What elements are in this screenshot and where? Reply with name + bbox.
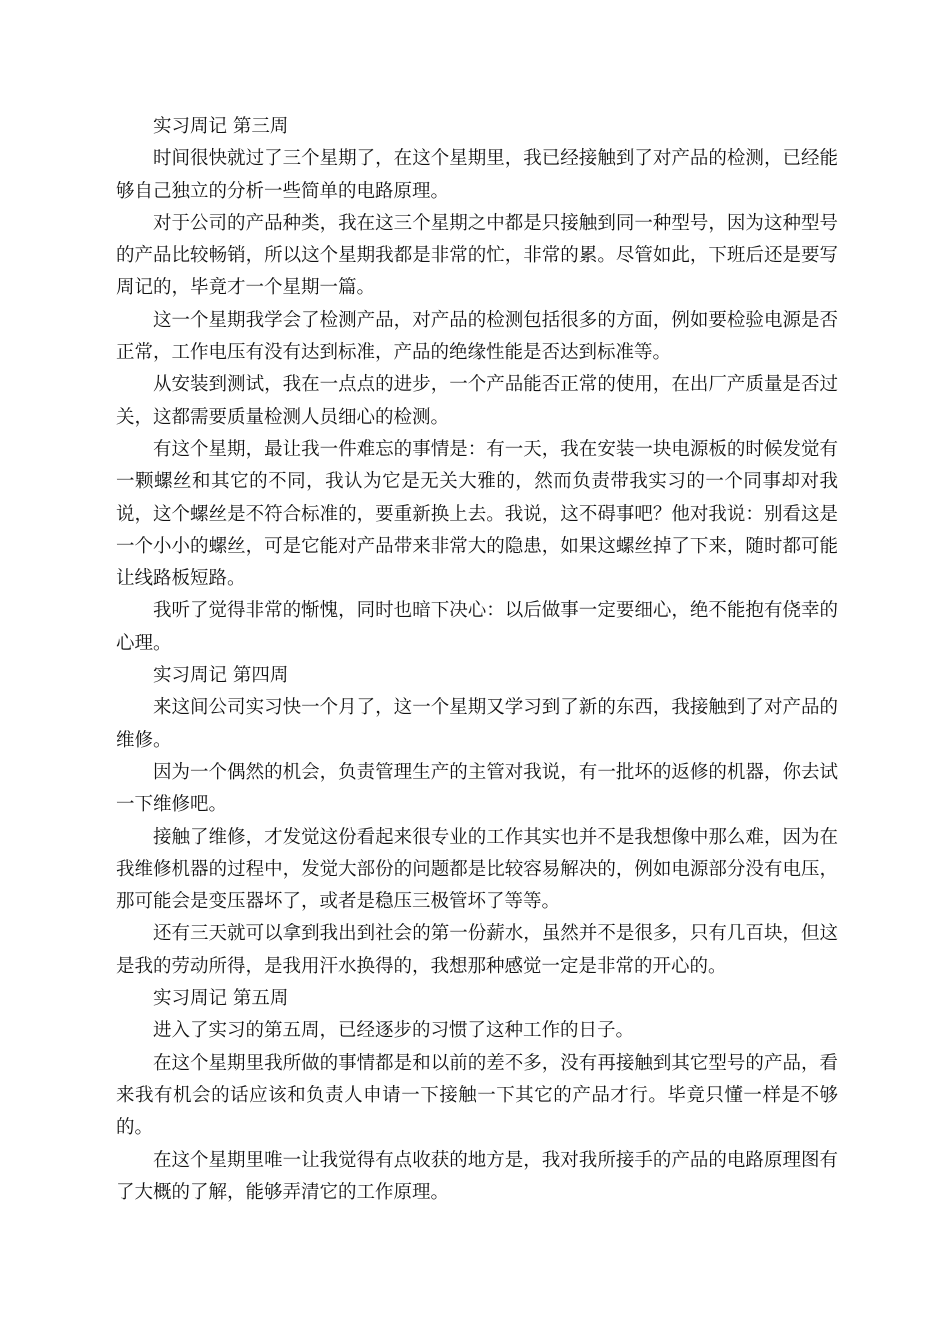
- paragraph: 我听了觉得非常的惭愧，同时也暗下决心：以后做事一定要细心，绝不能抱有侥幸的心理。: [116, 600, 838, 654]
- paragraph: 时间很快就过了三个星期了，在这个星期里，我已经接触到了对产品的检测，已经能够自己独立的分析一些简单的电路原理。: [116, 148, 838, 202]
- paragraph: 这一个星期我学会了检测产品，对产品的检测包括很多的方面，例如要检验电源是否正常，工作电压有没有达到标准，产品的绝缘性能是否达到标准等。: [116, 309, 838, 364]
- paragraph: 来这间公司实习快一个月了，这一个星期又学习到了新的东西，我接触到了对产品的维修。: [116, 697, 838, 751]
- week4-heading: 实习周记 第四周: [153, 665, 289, 687]
- paragraph: 在这个星期里我所做的事情都是和以前的差不多，没有再接触到其它型号的产品，看来我有机会的话应该和负责人申请一下接触一下其它的产品才行。毕竟只懂一样是不够的。: [116, 1052, 838, 1139]
- paragraph: 进入了实习的第五周，已经逐步的习惯了这种工作的日子。: [153, 1020, 635, 1042]
- week3-heading: 实习周记 第三周: [153, 116, 289, 137]
- paragraph: 有这个星期，最让我一件难忘的事情是：有一天，我在安装一块电源板的时候发觉有一颗螺丝和其它的不同，我认为它是无关大雅的，然而负责带我实习的一个同事却对我说，这个螺丝是不符合标准的，要重新换上去。我说，这不碍事吧？他对我说：别看这是一个小小的螺丝，可是它能对产品带来非常大的隐患，如果这螺丝掉了下来，随时都可能让线路板短路。: [116, 438, 838, 590]
- paragraph: 因为一个偶然的机会，负责管理生产的主管对我说，有一批坏的返修的机器，你去试一下维修吧。: [116, 761, 838, 816]
- week5-heading: 实习周记 第五周: [153, 988, 289, 1010]
- paragraph: 从安装到测试，我在一点点的进步，一个产品能否正常的使用，在出厂产质量是否过关，这都需要质量检测人员细心的检测。: [116, 374, 838, 428]
- document-body: [116, 111, 838, 1209]
- paragraph: 在这个星期里唯一让我觉得有点收获的地方是，我对我所接手的产品的电路原理图有了大概的了解，能够弄清它的工作原理。: [116, 1149, 838, 1203]
- paragraph: 接触了维修，才发觉这份看起来很专业的工作其实也并不是我想像中那么难，因为在我维修机器的过程中，发觉大部份的问题都是比较容易解决的，例如电源部分没有电压，那可能会是变压器坏了，或者是稳压三极管坏了等等。: [116, 826, 838, 913]
- paragraph: 还有三天就可以拿到我出到社会的第一份薪水，虽然并不是很多，只有几百块，但这是我的劳动所得，是我用汗水换得的，我想那种感觉一定是非常的开心的。: [116, 923, 838, 977]
- paragraph: 对于公司的产品种类，我在这三个星期之中都是只接触到同一种型号，因为这种型号的产品比较畅销，所以这个星期我都是非常的忙，非常的累。尽管如此，下班后还是要写周记的，毕竟才一个星期一篇。: [116, 212, 838, 299]
